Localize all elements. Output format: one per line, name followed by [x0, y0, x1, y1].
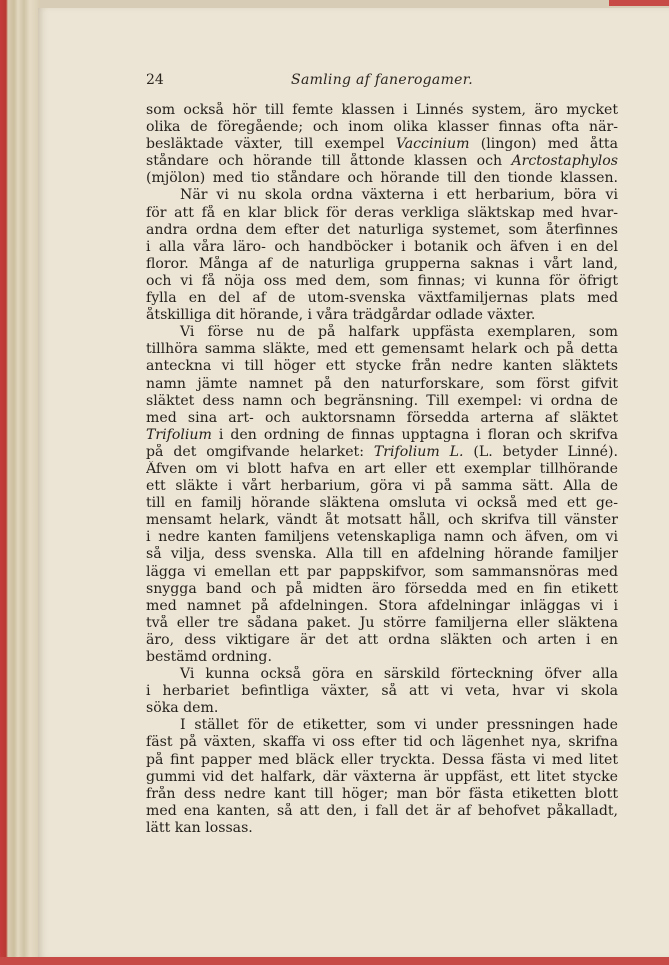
red-edge-bottom — [0, 957, 669, 965]
text-line: mensamt helark, vändt åt motsatt håll, och skrifva till vänster — [146, 512, 618, 529]
red-edge-top — [609, 0, 669, 6]
text-line: besläktade växter, till exempel Vaccinium (lingon) med åtta — [146, 136, 618, 153]
body-text — [146, 102, 618, 837]
page-header — [146, 72, 618, 92]
text-line: tillhöra samma släkte, med ett gemensamt helark och på detta — [146, 341, 618, 358]
text-line: till en familj hörande släktena omsluta vi också med ett ge- — [146, 495, 618, 512]
text-line: I stället för de etiketter, som vi under pressningen hade — [180, 717, 618, 734]
text-line: i nedre kanten familjens vetenskapliga namn och äfven, om vi — [146, 529, 618, 546]
text-line: ståndare och hörande till åttonde klassen och Arctostaphylos — [146, 153, 618, 170]
text-line: så vilja, dess svenska. Alla till en afdelning hörande familjer — [146, 546, 618, 563]
text-line: lätt kan lossas. — [146, 819, 253, 836]
text-line: med namnet på afdelningen. Stora afdelningar inläggas vi i — [146, 597, 618, 614]
text-line: från dess nedre kant till höger; man bör fästa etiketten blott — [146, 785, 618, 802]
text-line: på fint papper med bläck eller tryckta. Dessa fästa vi med litet — [146, 751, 618, 768]
text-line: i alla våra läro- och handböcker i botanik och äfven i en del — [146, 238, 618, 255]
text-line: (mjölon) med tio ståndare och hörande till den tionde klassen. — [146, 170, 618, 187]
text-line: Vi kunna också göra en särskild förteckning öfver alla — [180, 666, 618, 683]
text-line: Vi förse nu de på halfark uppfästa exemplaren, som — [180, 324, 618, 341]
text-line: äro, dess viktigare är det att ordna släkten och arten i en — [146, 631, 618, 648]
text-line: och vi få nöja oss med dem, som finnas; vi kunna för öfrigt — [146, 272, 618, 289]
text-line: När vi nu skola ordna växterna i ett herbarium, böra vi — [180, 187, 618, 204]
page-number: 24 — [146, 72, 164, 88]
text-line: släktet dess namn och begränsning. Till exempel: vi ordna de — [146, 392, 618, 409]
book-spine-edge — [0, 0, 40, 965]
text-line: bestämd ordning. — [146, 649, 272, 665]
running-title: Samling af fanerogamer. — [291, 72, 473, 88]
text-line: olika de föregående; och inom olika klasser finnas ofta när- — [146, 119, 618, 136]
text-line: åtskilliga dit hörande, i våra trädgårdar odlade växter. — [146, 307, 536, 324]
text-line: söka dem. — [146, 700, 219, 717]
text-line: med ena kanten, så att den, i fall det är af behofvet påkalladt, — [146, 802, 618, 819]
text-line: på det omgifvande helarket: Trifolium L. (L. betyder Linné). — [146, 443, 618, 460]
text-line: två eller tre sådana paket. Ju större familjerna eller släktena — [146, 614, 618, 631]
text-line: lägga vi emellan ett par pappskifvor, som sammansnöras med — [146, 563, 618, 580]
text-line: fylla en del af de utom-svenska växtfamiljernas plats med — [146, 290, 618, 307]
text-line: som också hör till femte klassen i Linnés system, äro mycket — [146, 102, 618, 118]
text-line: i herbariet befintliga växter, så att vi veta, hvar vi skola — [146, 683, 618, 700]
text-line: andra ordna dem efter det naturliga systemet, som återfinnes — [146, 221, 618, 238]
text-line: Trifolium i den ordning de finnas upptagna i floran och skrifva — [146, 426, 618, 443]
text-line: för att få en klar blick för deras verkliga släktskap med hvar- — [146, 204, 618, 221]
text-line: namn jämte namnet på den naturforskare, som först gifvit — [146, 375, 618, 392]
text-line: anteckna vi till höger ett stycke från nedre kanten släktets — [146, 358, 618, 375]
text-line: ett släkte i vårt herbarium, göra vi på samma sätt. Alla de — [146, 478, 618, 495]
text-line: fäst på växten, skaffa vi oss efter tid och lägenhet nya, skrifna — [146, 734, 618, 751]
text-line: med sina art- och auktorsnamn försedda arterna af släktet — [146, 409, 618, 426]
text-line: floror. Många af de naturliga grupperna saknas i vårt land, — [146, 255, 618, 272]
text-line: snygga band och på midten äro försedda med en fin etikett — [146, 580, 618, 597]
text-line: Äfven om vi blott hafva en art eller ett exemplar tillhörande — [146, 460, 618, 477]
text-line: gummi vid det halfark, där växterna är uppfäst, ett litet stycke — [146, 768, 618, 785]
